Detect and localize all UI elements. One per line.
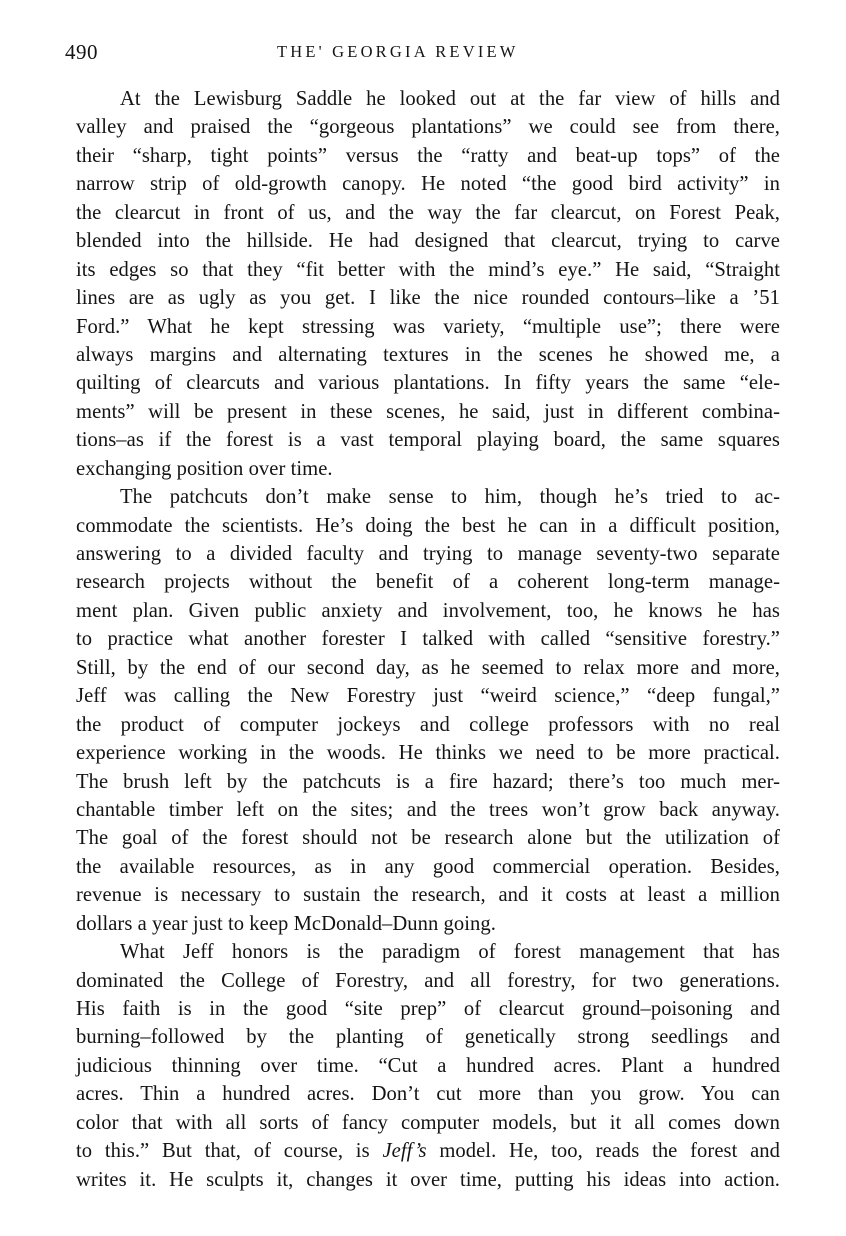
text-line: dollars a year just to keep McDonald–Dunn going. bbox=[76, 912, 496, 935]
running-header bbox=[65, 34, 785, 70]
text-line: the clearcut in front of us, and the way the far clearcut, on Forest Peak, bbox=[76, 201, 780, 224]
text-line: dominated the College of Forestry, and all forestry, for two generations. bbox=[76, 969, 780, 992]
text-line: acres. Thin a hundred acres. Don’t cut more than you grow. You can bbox=[76, 1083, 780, 1106]
text-line-with-italic bbox=[76, 1137, 780, 1165]
text-line: The patchcuts don’t make sense to him, though he’s tried to ac- bbox=[120, 486, 780, 509]
text-line: color that with all sorts of fancy computer models, but it all comes down bbox=[76, 1111, 780, 1134]
text-line: tions–as if the forest is a vast temporal playing board, the same squares bbox=[76, 429, 780, 452]
paragraph-1 bbox=[76, 85, 780, 483]
text-line: writes it. He sculpts it, changes it over time, putting his ideas into action. bbox=[76, 1168, 780, 1191]
text-line: lines are as ugly as you get. I like the nice rounded contours–like a ’51 bbox=[76, 287, 780, 310]
text-line: narrow strip of old-growth canopy. He noted “the good bird activity” in bbox=[76, 173, 780, 196]
paragraph-2 bbox=[76, 483, 780, 938]
text-line: its edges so that they “fit better with the mind’s eye.” He said, “Straight bbox=[76, 258, 780, 281]
text-line: The goal of the forest should not be research alone but the utilization of bbox=[76, 827, 780, 850]
page-number: 490 bbox=[65, 40, 98, 64]
text-line: valley and praised the “gorgeous plantations” we could see from there, bbox=[76, 116, 780, 139]
text-line: The brush left by the patchcuts is a fire hazard; there’s too much mer- bbox=[76, 770, 780, 793]
text-line: always margins and alternating textures in the scenes he showed me, a bbox=[76, 343, 780, 366]
text-line: What Jeff honors is the paradigm of forest management that has bbox=[120, 941, 780, 964]
text-line: commodate the scientists. He’s doing the best he can in a difficult position, bbox=[76, 514, 780, 537]
text-line: to practice what another forester I talked with called “sensitive forestry.” bbox=[76, 628, 780, 651]
text-line: burning–followed by the planting of genetically strong seedlings and bbox=[76, 1026, 780, 1049]
line-text-after-italic: model. He, too, reads the forest and bbox=[426, 1140, 781, 1163]
text-line: Jeff was calling the New Forestry just “weird science,” “deep fungal,” bbox=[76, 685, 780, 708]
text-line: ments” will be present in these scenes, he said, just in different combina- bbox=[76, 400, 780, 423]
text-line: At the Lewisburg Saddle he looked out at the far view of hills and bbox=[120, 88, 780, 110]
text-line: the available resources, as in any good commercial operation. Besides, bbox=[76, 855, 780, 878]
text-line: blended into the hillside. He had designed that clearcut, trying to carve bbox=[76, 230, 780, 253]
paragraph-3 bbox=[76, 938, 780, 1194]
text-line: His faith is in the good “site prep” of clearcut ground–poisoning and bbox=[76, 998, 780, 1020]
article-body bbox=[76, 85, 780, 1194]
text-line: exchanging position over time. bbox=[76, 457, 333, 480]
text-line: answering to a divided faculty and trying to manage seventy-two separate bbox=[76, 543, 780, 565]
text-line: experience working in the woods. He thinks we need to be more practical. bbox=[76, 742, 780, 765]
text-line: chantable timber left on the sites; and the trees won’t grow back anyway. bbox=[76, 798, 780, 821]
text-line: judicious thinning over time. “Cut a hundred acres. Plant a hundred bbox=[76, 1054, 780, 1077]
text-line: ment plan. Given public anxiety and involvement, too, he knows he has bbox=[76, 599, 780, 622]
text-line: their “sharp, tight points” versus the “ratty and beat-up tops” of the bbox=[76, 144, 780, 167]
journal-title: THE' GEORGIA REVIEW bbox=[277, 42, 519, 61]
text-line: research projects without the benefit of a coherent long-term manage- bbox=[76, 571, 780, 594]
italic-word: Jeff’s bbox=[382, 1140, 427, 1163]
text-line: quilting of clearcuts and various plantations. In fifty years the same “ele- bbox=[76, 372, 780, 395]
text-line: the product of computer jockeys and college professors with no real bbox=[76, 713, 780, 736]
text-line: revenue is necessary to sustain the research, and it costs at least a million bbox=[76, 884, 780, 907]
text-line: Ford.” What he kept stressing was variety, “multiple use”; there were bbox=[76, 315, 780, 338]
line-text-before-italic: to this.” But that, of course, is bbox=[76, 1140, 383, 1163]
text-line: Still, by the end of our second day, as he seemed to relax more and more, bbox=[76, 656, 780, 679]
